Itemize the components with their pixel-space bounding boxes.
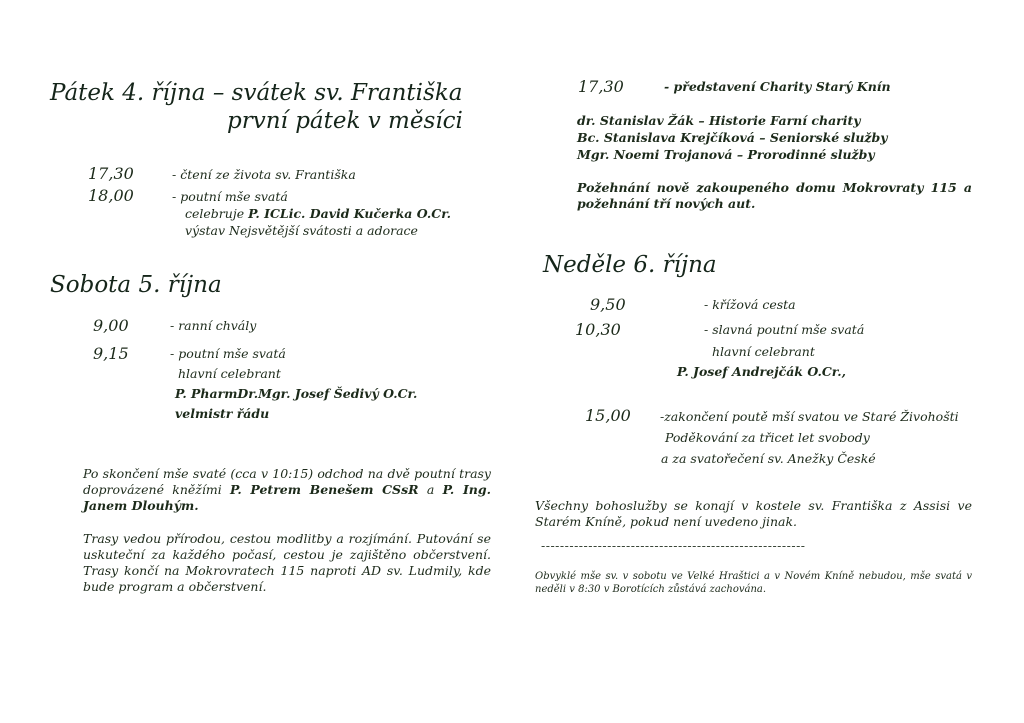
closing-line-3: a za svatořečení sv. Anežky České [661,451,876,466]
saturday-celebrant-title: velmistr řádu [175,406,270,421]
saturday-item-2: - poutní mše svatá [170,346,286,361]
sunday-celebrant-name: P. Josef Andrejčák O.Cr., [677,364,846,379]
blessing-paragraph: Požehnání nově zakoupeného domu Mokrovraty 115 a požehnání tří nových aut. [577,180,972,211]
closing-line-2: Poděkování za třicet let svobody [665,430,870,445]
routes-paragraph: Trasy vedou přírodou, cestou modlitby a rozjímání. Putování se uskuteční za každého počasí, cestou je zajištěno občerstvení. Trasy končí na Mokrovratech 115 naproti AD sv. Ludmily, kde bude program a občerstvení. [83,531,491,594]
friday-title-line1: Pátek 4. října – svátek sv. Františka [50,80,463,106]
saturday-celebrant-name: P. PharmDr.Mgr. Josef Šedivý O.Cr. [175,386,418,401]
pilgrimage-text-2: a [418,482,443,497]
friday-title-line2: první pátek v měsíci [227,108,463,134]
charity-speaker-2: Bc. Stanislava Krejčíková – Seniorské služby [577,130,888,145]
sunday-item-1: - křížová cesta [704,297,796,312]
friday-item-2: - poutní mše svatá [172,189,288,204]
friday-celebrant [185,206,451,221]
saturday-item-1: - ranní chvály [170,318,257,333]
footnote: Obvyklé mše sv. v sobotu ve Velké Hraštici a v Novém Kníně nebudou, mše svatá v neděli v 8:30 v Borotících zůstává zachována. [535,571,972,595]
closing-time: 15,00 [585,406,631,425]
friday-adoration: výstav Nejsvětější svátosti a adorace [185,223,418,238]
pilgrimage-text-1: Po skončení mše svaté (cca v 10:15) odchod na dvě poutní trasy doprovázené kněžími [83,466,491,497]
friday-celebrant-prefix: celebruje [185,206,249,221]
services-note: Všechny bohoslužby se konají v kostele sv. Františka z Assisi ve Starém Kníně, pokud není uvedeno jinak. [535,498,972,529]
friday-celebrant-name: P. ICLic. David Kučerka O.Cr. [248,206,451,221]
saturday-time-2: 9,15 [93,344,129,363]
friday-item-1: - čtení ze života sv. Františka [172,167,356,182]
sunday-celebrant-label: hlavní celebrant [712,344,815,359]
saturday-celebrant-label: hlavní celebrant [178,366,281,381]
separator-line: -------------------------------------------------------- [541,538,806,553]
sunday-item-2: - slavná poutní mše svatá [704,322,865,337]
sunday-time-2: 10,30 [575,320,621,339]
saturday-title: Sobota 5. října [50,272,222,298]
pilgrimage-priest-2: P. Ing. Janem Dlouhým. [83,482,491,513]
charity-speaker-1: dr. Stanislav Žák – Historie Farní charity [577,113,861,128]
pilgrimage-paragraph [83,466,491,514]
saturday-time-1: 9,00 [93,316,129,335]
charity-title: - představení Charity Starý Knín [664,79,891,94]
friday-time-2: 18,00 [88,186,134,205]
friday-time-1: 17,30 [88,164,134,183]
closing-line-1: -zakončení poutě mší svatou ve Staré Živohošti [660,409,959,424]
pilgrimage-priest-1: P. Petrem Benešem CSsR [230,482,419,497]
charity-speaker-3: Mgr. Noemi Trojanová – Prorodinné služby [577,147,875,162]
charity-time: 17,30 [578,77,624,96]
sunday-time-1: 9,50 [590,295,626,314]
sunday-title: Neděle 6. října [543,252,717,278]
